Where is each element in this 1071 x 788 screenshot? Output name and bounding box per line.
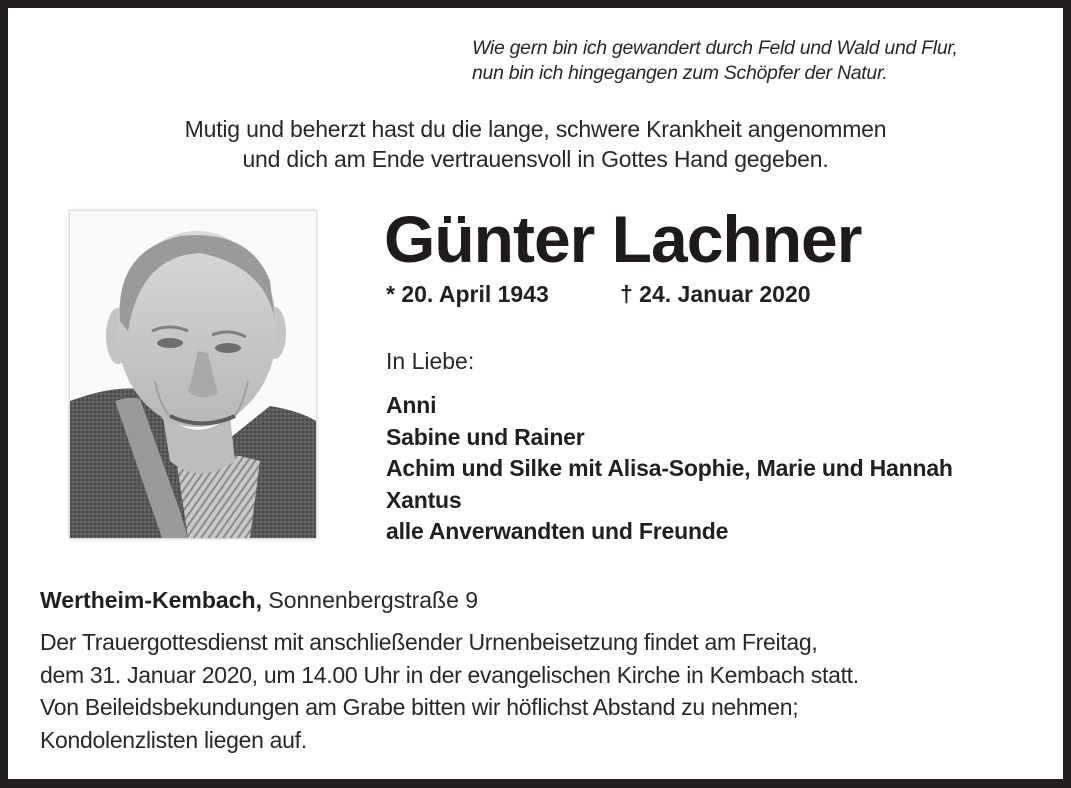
death-date: † 24. Januar 2020 — [620, 281, 811, 307]
mourners-list — [386, 390, 953, 548]
deceased-name: Günter Lachner — [384, 202, 862, 276]
service-line: Kondolenzlisten liegen auf. — [40, 726, 307, 753]
address-place: Wertheim-Kembach, — [40, 587, 262, 613]
service-line: Der Trauergottesdienst mit anschließender Urnenbeisetzung findet am Freitag, — [40, 629, 818, 655]
mourners-heading: In Liebe: — [386, 348, 475, 374]
mourner-line: Sabine und Rainer — [386, 423, 585, 450]
address-street: Sonnenbergstraße 9 — [268, 587, 479, 613]
intro-text — [0, 114, 1071, 174]
mourner-line: alle Anverwandten und Freunde — [386, 518, 729, 544]
portrait-photo — [69, 210, 317, 539]
mourner-line: Xantus — [386, 486, 462, 513]
poem-line: nun bin ich hingegangen zum Schöpfer der Natur. — [472, 62, 888, 84]
poem-quote — [472, 36, 958, 86]
mourner-line: Achim und Silke mit Alisa-Sophie, Marie und Hannah — [386, 455, 953, 481]
intro-line: Mutig und beherzt hast du die lange, schwere Krankheit angenommen — [184, 116, 887, 142]
address-line — [40, 585, 478, 615]
service-notice — [40, 626, 859, 756]
intro-line: und dich am Ende vertrauensvoll in Gottes Hand gegeben. — [242, 146, 829, 172]
service-line: Von Beileidsbekundungen am Grabe bitten wir höflichst Abstand zu nehmen; — [40, 694, 799, 720]
poem-line: Wie gern bin ich gewandert durch Feld und Wald und Flur, — [472, 37, 958, 59]
service-line: dem 31. Januar 2020, um 14.00 Uhr in der evangelischen Kirche in Kembach statt. — [40, 661, 859, 688]
portrait-image — [70, 211, 316, 538]
mourner-line: Anni — [386, 392, 437, 418]
birth-date: * 20. April 1943 — [386, 281, 549, 307]
